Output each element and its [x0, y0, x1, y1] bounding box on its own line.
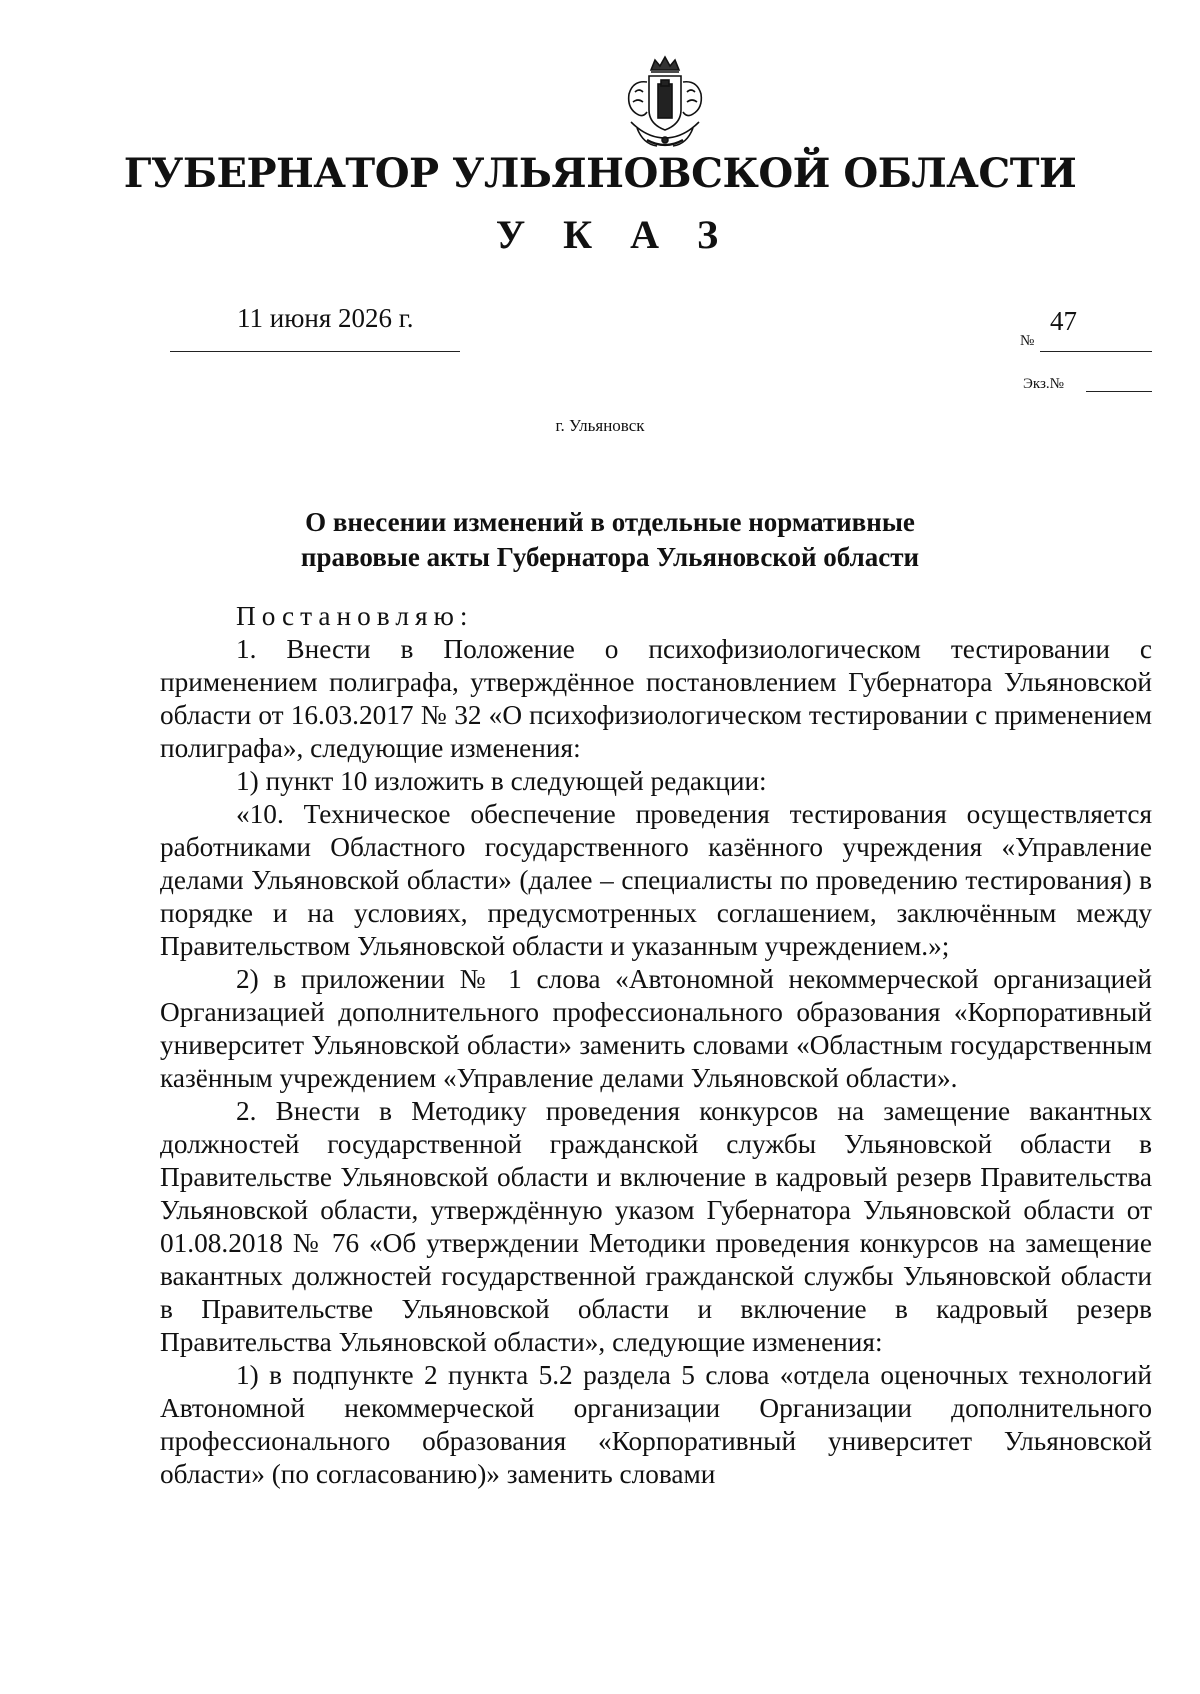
issue-city: г. Ульяновск	[555, 416, 645, 435]
body-paragraph: 1) в подпункте 2 пункта 5.2 раздела 5 слова «отдела оценочных технологий Автономной некоммерческой организации Организации дополнительного профессионального образования «Корпоративный университет Ульяновской области» (по согласованию)» заменить словами	[160, 1360, 1152, 1489]
copy-number-label: Экз.№	[1023, 376, 1064, 392]
decree-number: 47	[1050, 306, 1077, 336]
decree-title: О внесении изменений в отдельные нормативные правовые акты Губернатора Ульяновской области	[300, 507, 920, 572]
number-sign: №	[1020, 333, 1035, 349]
copy-number-underline	[1086, 391, 1152, 392]
date-underline	[170, 351, 460, 352]
body-paragraph: «10. Техническое обеспечение проведения тестирования осуществляется работниками Областного государственного казённого учреждения «Управление делами Ульяновской области» (далее – специалисты по проведению тестирования) в порядке и на условиях, предусмотренных соглашением, заключённым между Правительством Ульяновской области и указанным учреждением.»;	[160, 799, 1152, 961]
number-underline	[1040, 351, 1152, 352]
decree-date: 11 июня 2026 г.	[237, 303, 414, 333]
decree-body	[160, 600, 1152, 1491]
body-paragraph: 2) в приложении № 1 слова «Автономной некоммерческой организацией Организацией дополнительного профессионального образования «Корпоративный университет Ульяновской области» заменить словами «Областным государственным казённым учреждением «Управление делами Ульяновской области».	[160, 964, 1152, 1093]
body-paragraph: 1) пункт 10 изложить в следующей редакции:	[236, 766, 767, 796]
body-paragraph: 2. Внести в Методику проведения конкурсов на замещение вакантных должностей государственной гражданской службы Ульяновской области в Правительстве Ульяновской области и включение в кадровый резерв Правительства Ульяновской области, утверждённую указом Губернатора Ульяновской области от 01.08.2018 № 76 «Об утверждении Методики проведения конкурсов на замещение вакантных должностей государственной гражданской службы Ульяновской области в Правительстве Ульяновской области и включение в кадровый резерв Правительства Ульяновской области», следующие изменения:	[160, 1096, 1152, 1357]
resolve-clause: Постановляю:	[236, 601, 474, 631]
issuing-authority: ГУБЕРНАТОР УЛЬЯНОВСКОЙ ОБЛАСТИ	[123, 150, 1077, 197]
document-type: У К А З	[495, 212, 733, 257]
body-paragraph: 1. Внести в Положение о психофизиологическом тестировании с применением полиграфа, утверждённое постановлением Губернатора Ульяновской области от 16.03.2017 № 32 «О психофизиологическом тестировании с применением полиграфа», следующие изменения:	[160, 634, 1152, 763]
coat-of-arms-emblem	[613, 52, 717, 152]
